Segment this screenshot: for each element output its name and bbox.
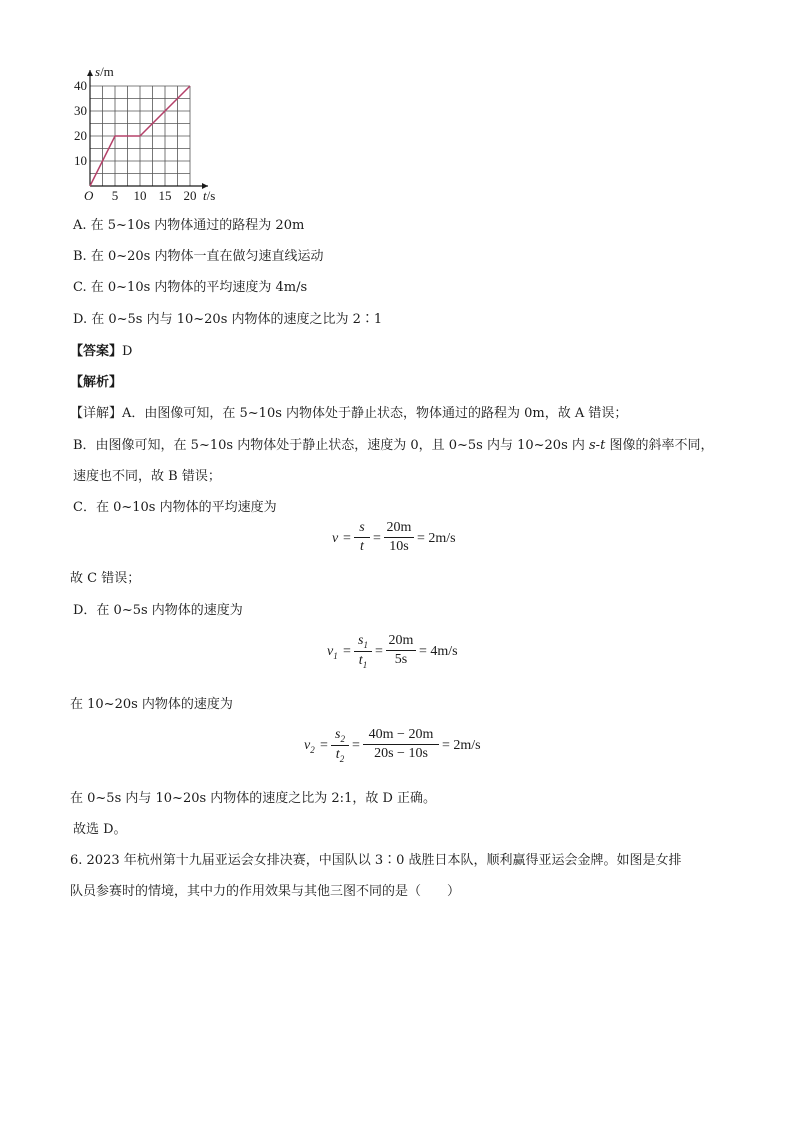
eq3-lhs: $v_2$ <box>304 738 315 755</box>
detail-c-line1: C．在 0~10s 内物体的平均速度为 <box>73 500 277 515</box>
detail-b-st: s-t <box>589 438 606 453</box>
y-axis-arrow <box>87 70 93 76</box>
option-b: B. 在 0~20s 内物体一直在做匀速直线运动 <box>73 249 324 264</box>
origin-label: O <box>84 188 94 203</box>
answer-tag: 【答案】 <box>70 344 123 359</box>
x-tick-label: 5 <box>111 188 119 203</box>
answer-value: D <box>122 344 133 359</box>
eq3-frac2 <box>363 727 439 762</box>
eq2-lhs: $v_1$ <box>327 644 338 661</box>
detail-b-line2: 速度也不同，故 B 错误； <box>73 469 221 484</box>
s-t-chart <box>60 58 230 208</box>
eq3-den2: 20s − 10s <box>374 746 428 761</box>
eq3-frac1: $s_2$ $t_2$ <box>331 727 349 764</box>
eq1-num2: 20m <box>386 520 412 535</box>
eq1-lhs: v <box>332 531 339 546</box>
eq2-frac2 <box>386 633 416 668</box>
y-tick-label: 20 <box>74 128 87 143</box>
eq1-rhs: = 2m/s <box>417 531 456 546</box>
y-axis-label: s/m <box>95 64 114 79</box>
eq3-num2: 40m − 20m <box>368 727 434 742</box>
option-c: C. 在 0~10s 内物体的平均速度为 4m/s <box>73 280 308 295</box>
detail-a: 【详解】A．由图像可知，在 5~10s 内物体处于静止状态，物体通过的路程为 0m，故 A 错误； <box>70 406 628 421</box>
detail-d-line2: 在 10~20s 内物体的速度为 <box>70 697 233 712</box>
eq1-frac2 <box>384 520 414 555</box>
eq1-den2: 10s <box>389 539 409 554</box>
detail-b-post: 图像的斜率不同， <box>605 438 714 453</box>
detail-b-line1 <box>73 434 713 453</box>
eq2-num2: 20m <box>388 633 414 648</box>
eq2-rhs: = 4m/s <box>419 644 458 659</box>
eq1-frac1 <box>354 520 370 555</box>
answer-line <box>70 340 132 359</box>
chart-ticks <box>74 78 197 203</box>
eq2-frac1: $s_1$ $t_1$ <box>354 633 372 670</box>
x-tick-label: 20 <box>183 188 197 203</box>
eq3-rhs: = 2m/s <box>442 738 481 753</box>
analysis-tag: 【解析】 <box>70 375 123 390</box>
detail-d-line4: 故选 D。 <box>73 822 127 837</box>
x-tick-label: 10 <box>133 188 147 203</box>
eq1-den1: t <box>360 539 364 554</box>
y-tick-label: 40 <box>74 78 87 93</box>
detail-c-line2: 故 C 错误； <box>70 571 141 586</box>
y-tick-label: 30 <box>74 103 87 118</box>
detail-d-line1: D．在 0~5s 内物体的速度为 <box>73 603 243 618</box>
question-6-line2: 队员参赛时的情境，其中力的作用效果与其他三图不同的是（ ） <box>70 884 461 899</box>
question-6-line1: 6. 2023 年杭州第十九届亚运会女排决赛，中国队以 3∶0 战胜日本队，顺利赢得亚运会金牌。如图是女排 <box>70 853 682 868</box>
eq1-num1: s <box>359 520 365 535</box>
detail-b-pre: B．由图像可知，在 5~10s 内物体处于静止状态，速度为 0，且 0~5s 内与 10~20s 内 <box>73 438 590 453</box>
x-tick-label: 15 <box>158 188 172 203</box>
option-a: A. 在 5~10s 内物体通过的路程为 20m <box>73 218 305 233</box>
option-d: D. 在 0~5s 内与 10~20s 内物体的速度之比为 2∶1 <box>73 312 383 327</box>
detail-d-line3: 在 0~5s 内与 10~20s 内物体的速度之比为 2:1，故 D 正确。 <box>70 791 437 806</box>
x-axis-label: t/s <box>203 188 216 203</box>
y-tick-label: 10 <box>74 153 87 168</box>
eq2-den2: 5s <box>394 652 408 667</box>
